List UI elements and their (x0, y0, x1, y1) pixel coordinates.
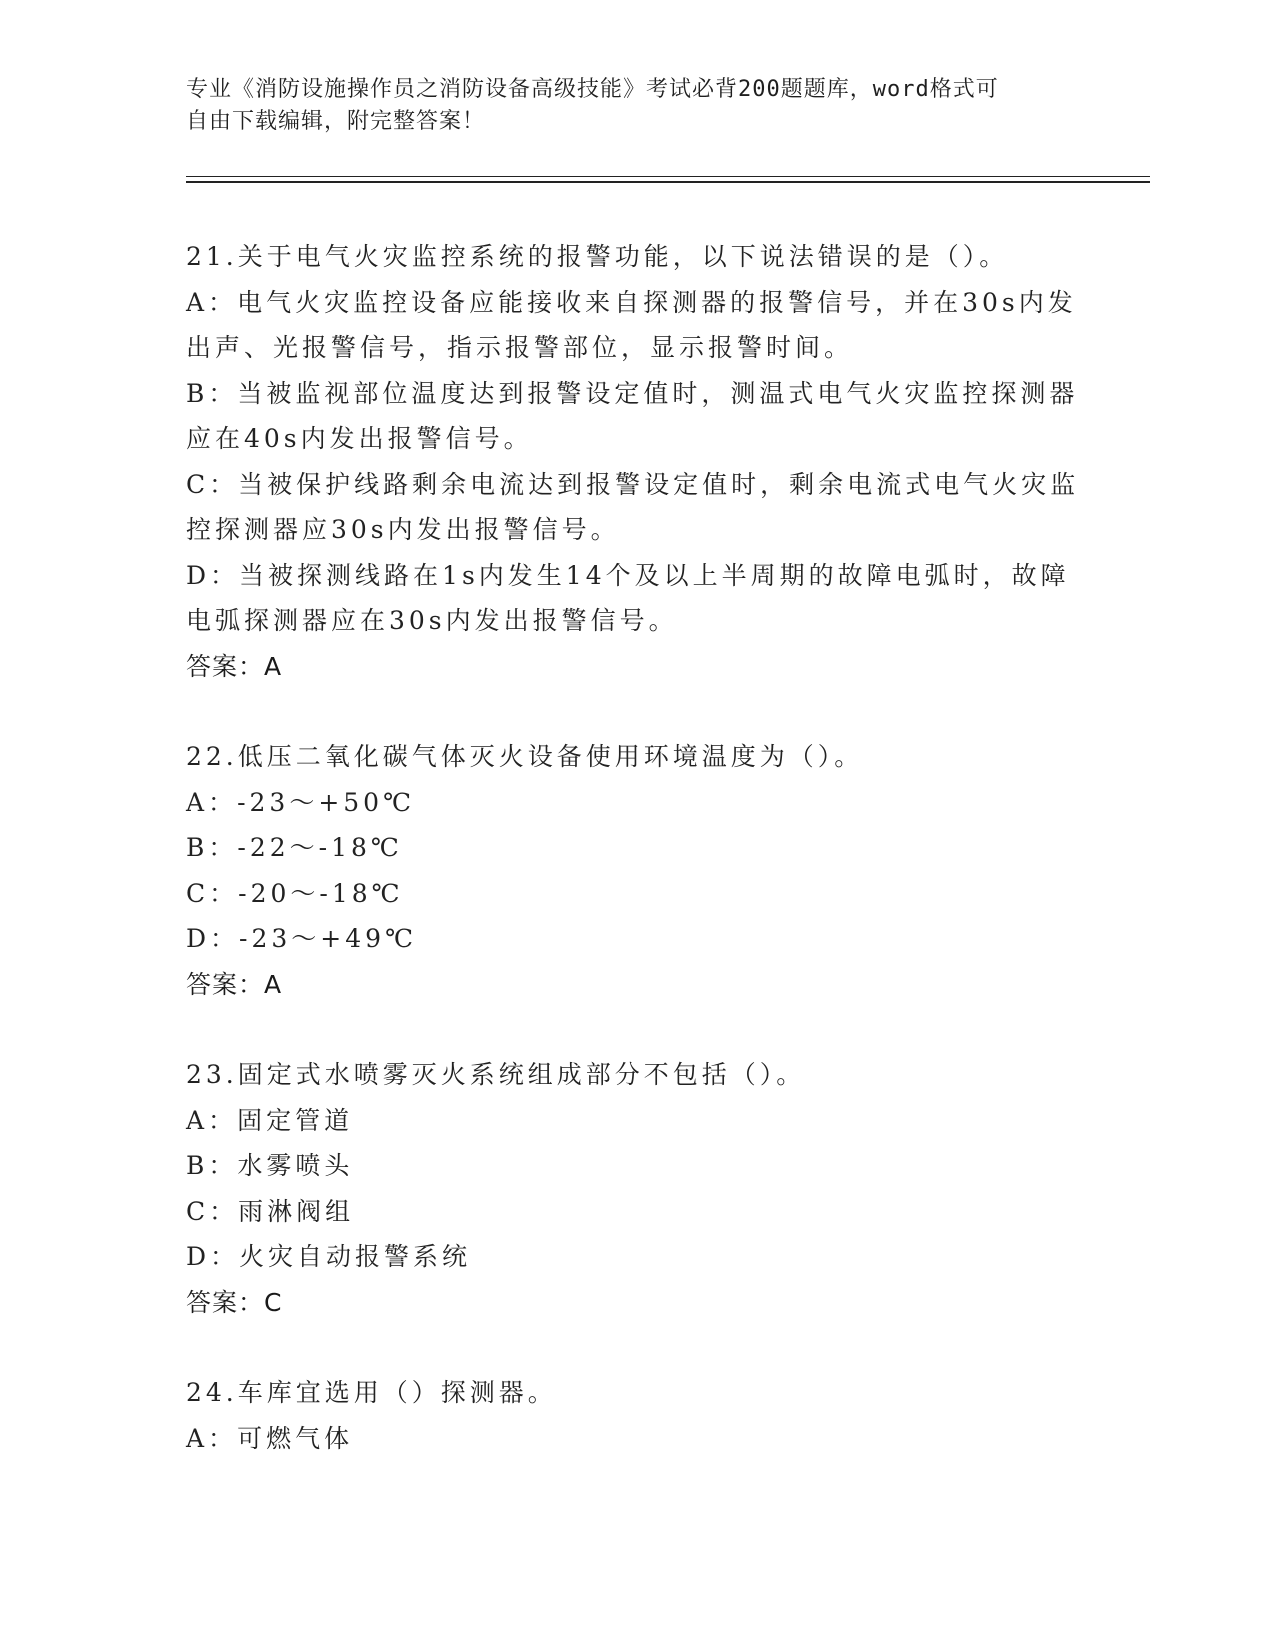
option-text: 雨淋阀组 (238, 1196, 355, 1226)
option-line (186, 1416, 1086, 1462)
option-text: 电气火灾监控设备应能接收来自探测器的报警信号，并在30s内发 (237, 287, 1077, 317)
option-key: A： (186, 1105, 238, 1135)
option-text: 水雾喷头 (237, 1151, 354, 1180)
option-text: 当被探测线路在1s内发生14个及以上半周期的故障电弧时，故障 (239, 560, 1070, 590)
answer-line (186, 962, 1086, 1008)
option-text: 控探测器应30s内发出报警信号。 (186, 515, 620, 544)
option-line (186, 1189, 1086, 1235)
header-divider-thin (186, 176, 1150, 177)
question-item (186, 1052, 1086, 1325)
option-line (186, 825, 1086, 871)
question-stem: 21.关于电气火灾监控系统的报警功能，以下说法错误的是（）。 (186, 242, 1009, 271)
option-key: B： (186, 833, 238, 862)
option-key: C： (186, 469, 239, 499)
option-key: A： (186, 1423, 238, 1453)
question-stem: 22.低压二氧化碳气体灭火设备使用环境温度为（）。 (186, 742, 864, 771)
answer-label: 答案： (186, 1287, 265, 1317)
document-header (186, 74, 1066, 138)
header-line-1: 专业《消防设施操作员之消防设备高级技能》考试必背200题题库，word格式可 (186, 77, 999, 102)
option-text: -23～+50℃ (237, 787, 416, 817)
answer-value: A (264, 969, 283, 999)
option-key: A： (186, 787, 238, 817)
option-text: 可燃气体 (237, 1423, 354, 1453)
answer-label: 答案： (186, 969, 265, 999)
option-continuation-line (186, 325, 1086, 371)
option-line (186, 916, 1086, 962)
option-key: C： (186, 1196, 239, 1226)
option-continuation-line (186, 416, 1086, 462)
question-item (186, 234, 1086, 689)
option-text: 应在40s内发出报警信号。 (186, 424, 533, 453)
option-line (186, 553, 1086, 599)
option-line (186, 780, 1086, 826)
answer-line (186, 644, 1086, 690)
option-text: -23～+49℃ (239, 924, 418, 953)
answer-line (186, 1280, 1086, 1326)
option-line (186, 1098, 1086, 1144)
option-line (186, 871, 1086, 917)
answer-value: A (264, 651, 283, 681)
option-key: B： (186, 1151, 238, 1180)
option-line (186, 462, 1086, 508)
option-line (186, 371, 1086, 417)
option-key: B： (186, 378, 238, 408)
question-list (186, 234, 1086, 1506)
option-key: D： (186, 1242, 240, 1271)
option-text: -20～-18℃ (238, 878, 404, 908)
header-line-2: 自由下载编辑，附完整答案！ (186, 109, 486, 134)
question-item (186, 734, 1086, 1007)
option-text: 电弧探测器应在30s内发出报警信号。 (186, 606, 678, 635)
option-text: 当被监视部位温度达到报警设定值时，测温式电气火灾监控探测器 (237, 378, 1079, 408)
option-line (186, 280, 1086, 326)
option-text: 火灾自动报警系统 (239, 1242, 472, 1271)
option-key: A： (186, 287, 238, 317)
option-continuation-line (186, 507, 1086, 553)
answer-label: 答案： (186, 651, 265, 681)
option-key: C： (186, 878, 239, 908)
option-text: 固定管道 (237, 1105, 354, 1135)
option-text: 出声、光报警信号，指示报警部位，显示报警时间。 (186, 333, 854, 362)
option-line (186, 1143, 1086, 1189)
option-key: D： (186, 924, 240, 953)
header-divider-thick (186, 181, 1150, 183)
option-continuation-line (186, 598, 1086, 644)
option-line (186, 1234, 1086, 1280)
question-item (186, 1370, 1086, 1461)
question-stem: 23.固定式水喷雾灭火系统组成部分不包括（）。 (186, 1060, 806, 1089)
question-stem: 24.车库宜选用（）探测器。 (186, 1378, 557, 1407)
option-text: 当被保护线路剩余电流达到报警设定值时，剩余电流式电气火灾监 (238, 469, 1080, 499)
option-key: D： (186, 560, 240, 590)
option-text: -22～-18℃ (237, 833, 403, 862)
answer-value: C (264, 1287, 283, 1317)
